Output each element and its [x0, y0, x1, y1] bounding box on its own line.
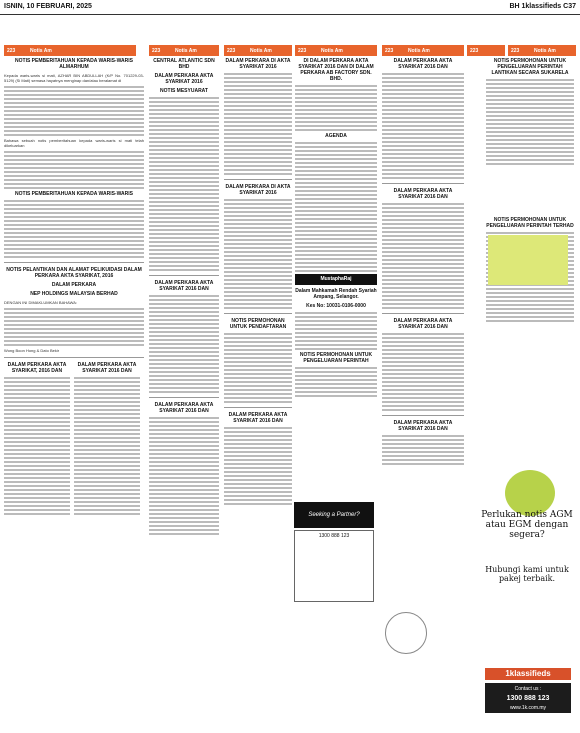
contact-phone: 1300 888 123 [506, 695, 550, 702]
text-block [4, 308, 144, 346]
category-number: 223 [470, 48, 479, 54]
notice-title: NOTIS PEMBERITAHUAN KEPADA WARIS-WARIS [15, 191, 133, 197]
category-number: 223 [152, 48, 161, 54]
notice-title: DALAM PERKARA AKTA SYARIKAT 2016 DAN [393, 188, 453, 200]
promo-ad [481, 470, 573, 680]
notice-title: DALAM PERKARA AKTA SYARIKAT 2016 DAN [154, 402, 214, 414]
category-bar [382, 45, 464, 56]
notice-title: DALAM PERKARA AKTA SYARIKAT, 2016 DAN [7, 362, 67, 374]
notice-subtitle: DALAM PERKARA [51, 282, 97, 288]
category-number: 223 [385, 48, 394, 54]
notice-box [74, 362, 140, 517]
notice-title: NOTIS PERMOHONAN UNTUK PENDAFTARAN [229, 318, 287, 330]
notice-title: DALAM PERKARA DI AKTA SYARIKAT 2016 [225, 184, 291, 196]
notice-paragraph: Kepada waris-waris si mati, AZHAR BIN ABDULLAH (K/P No. 701229-03-5129) (Si Mati) semasa hayatnya menginap dan/atau beralamat di [4, 73, 144, 83]
notice-title: DALAM PERKARA AKTA SYARIKAT 2016 DAN [393, 58, 453, 70]
partner-ad-box [294, 530, 374, 602]
category-bar [4, 45, 136, 56]
notice-title: DALAM PERKARA AKTA SYARIKAT 2016 DAN [228, 412, 288, 424]
contact-box [485, 683, 571, 713]
notice-paragraph: Bahawa sebuah notis pemberitahuan kepada waris-waris si mati telah dikeluarkan [4, 138, 144, 148]
category-number: 223 [298, 48, 307, 54]
law-firm-banner: MustaphaRaj [295, 274, 377, 285]
contact-website: www.1k.com.my [509, 705, 547, 711]
notice-box [4, 362, 70, 517]
brand-logo: 1klassifieds [485, 668, 571, 680]
notice-title: CENTRAL ATLANTIC SDN BHD [153, 58, 215, 70]
category-number: 223 [227, 48, 236, 54]
category-number: 223 [511, 48, 520, 54]
notice-title: DALAM PERKARA AKTA SYARIKAT 2016 DAN [393, 318, 453, 330]
court-heading: Dalam Mahkamah Rendah Syariah Ampang, Selangor. [295, 288, 377, 300]
bottom-notices [4, 362, 144, 517]
column-3 [224, 58, 292, 728]
notice-title: NOTIS PEMBERITAHUAN KEPADA WARIS-WARIS ALMARHUM [15, 58, 133, 70]
lime-graphic [488, 235, 568, 285]
header-date: ISNIN, 10 FEBRUARI, 2025 [4, 3, 92, 10]
text-block [4, 86, 144, 136]
notice-title: NOTIS PERMOHONAN UNTUK PENGELUARAN PERINTAH LANTIKAN SECARA SUKARELA [491, 58, 569, 76]
text-block [4, 151, 144, 189]
ad-phone: 1300 888 123 [318, 533, 350, 539]
notice-signature: Wong Boon Hong & Dato Bekir [4, 348, 60, 353]
notice-title: DALAM PERKARA AKTA SYARIKAT 2016 DAN [393, 420, 453, 432]
category-bar [224, 45, 292, 56]
agenda-heading: AGENDA [325, 133, 347, 139]
contact-label: Contact us : [514, 686, 542, 692]
case-number: Kes No: 10031-0106-0000 [306, 303, 366, 309]
header-section: BH 1klassifieds C37 [509, 3, 576, 10]
category-bar [508, 45, 576, 56]
text-block [4, 200, 144, 258]
page-header [0, 0, 580, 15]
notice-subtitle: NOTIS MESYUARAT [160, 88, 208, 94]
category-label: Notis Am [250, 48, 272, 54]
notice-title: DALAM PERKARA AKTA SYARIKAT 2016 DAN [77, 362, 137, 374]
notice-title: DALAM PERKARA AKTA SYARIKAT 2016 DAN [154, 280, 214, 292]
notice-subtitle: DALAM PERKARA AKTA SYARIKAT 2016 [154, 73, 214, 85]
company-name: NEP HOLDINGS MALAYSIA BERHAD [30, 291, 118, 297]
notice-title: NOTIS PELANTIKAN DAN ALAMAT PELIKUIDASI DALAM PERKARA AKTA SYARIKAT, 2016 [6, 267, 142, 279]
ad-headline: Perlukan notis AGM atau EGM dengan segera? [481, 510, 573, 540]
stamp-graphic [385, 612, 427, 654]
category-label: Notis Am [30, 48, 52, 54]
category-label: Notis Am [408, 48, 430, 54]
category-label: Notis Am [534, 48, 556, 54]
column-4 [295, 58, 377, 498]
category-label: Notis Am [321, 48, 343, 54]
category-bar [295, 45, 377, 56]
column-2 [149, 58, 219, 728]
notice-paragraph: DENGAN INI DIMAKLUMKAN BAHAWA: [4, 300, 78, 305]
category-number: 223 [7, 48, 16, 54]
category-bar [149, 45, 219, 56]
category-label: Notis Am [175, 48, 197, 54]
ad-subline: Hubungi kami untuk pakej terbaik. [485, 565, 569, 583]
notice-title: NOTIS PERMOHONAN UNTUK PENGELUARAN PERINTAH TERHAD [486, 217, 574, 229]
column-1 [4, 58, 144, 728]
category-bar [467, 45, 505, 56]
notice-title: DI DALAM PERKARA AKTA SYARIKAT 2016 DAN DI DALAM PERKARA AB FACTORY SDN. BHD. [298, 58, 374, 82]
notice-title: NOTIS PERMOHONAN UNTUK PENGELUARAN PERINTAH [299, 352, 373, 364]
notice-title: DALAM PERKARA DI AKTA SYARIKAT 2016 [225, 58, 291, 70]
partner-ad: Seeking a Partner? [294, 502, 374, 528]
